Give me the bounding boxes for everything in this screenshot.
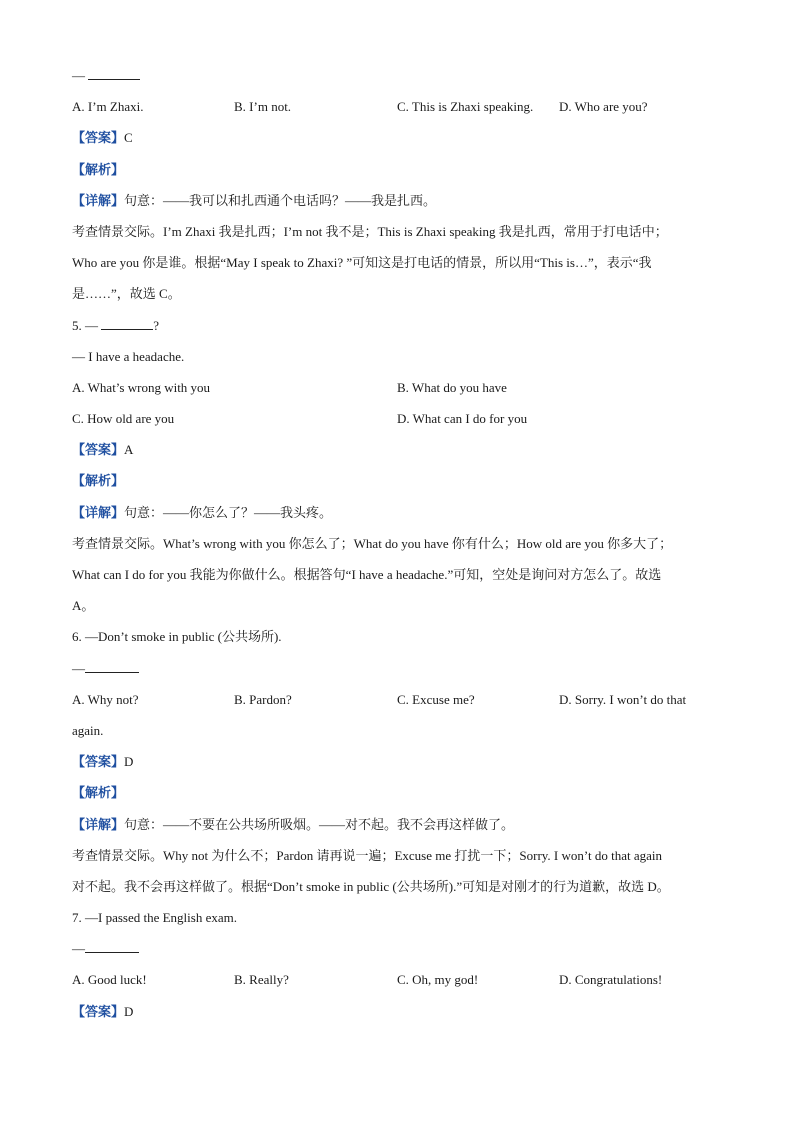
q6-dash: —: [72, 660, 85, 676]
q4-option-b: B. I’m not.: [234, 99, 292, 115]
analysis-tag: 【解析】: [72, 161, 125, 177]
q5-answer: [72, 434, 722, 465]
q7-blank-line: [72, 933, 722, 964]
q5-options-row-2: [72, 403, 722, 434]
answer-tag: 【答案】: [72, 442, 125, 458]
q5-explain-line-3: A。: [72, 598, 95, 614]
answer-blank: [85, 938, 139, 953]
q6-option-b: B. Pardon?: [234, 691, 292, 707]
answer-tag: 【答案】: [72, 130, 125, 146]
q5-explain-line-1: 考查情景交际。What’s wrong with you 你怎么了；What do you have 你有什么；How old are you 你多大了；: [72, 535, 673, 551]
q4-explain-line-1: 考查情景交际。I’m Zhaxi 我是扎西；I’m not 我不是；This is Zhaxi speaking 我是扎西，常用于打电话中；: [72, 223, 668, 239]
q6-detail-text: 句意：——不要在公共场所吸烟。——对不起。我不会再这样做了。: [124, 816, 515, 832]
q5-explain-line-2: What can I do for you 我能为你做什么。根据答句“I have a headache.”可知，空处是询问对方怎么了。故选: [72, 567, 662, 582]
q6-blank-line: [72, 653, 722, 684]
detail-tag: 【详解】: [72, 192, 125, 208]
q7-options: [72, 964, 722, 995]
q5-analysis: [72, 465, 722, 496]
q7-option-a: A. Good luck!: [72, 972, 147, 988]
q4-option-d: D. Who are you?: [559, 99, 648, 115]
q7-answer-value: D: [124, 1003, 134, 1019]
answer-blank: [101, 315, 153, 330]
q4-detail-text: 句意：——我可以和扎西通个电话吗？——我是扎西。: [124, 192, 437, 208]
q7-option-c: C. Oh, my god!: [397, 972, 479, 988]
q5-question: [72, 310, 722, 341]
q4-explain-line-2: Who are you 你是谁。根据“May I speak to Zhaxi? ”可知这是打电话的情景，所以用“This is…”，表示“我: [72, 255, 652, 271]
q6-answer: [72, 746, 722, 777]
q6-analysis: [72, 777, 722, 808]
answer-blank: [88, 65, 140, 80]
q4-answer: [72, 122, 722, 153]
q6-answer-value: D: [124, 754, 134, 770]
q6-question: 6. —Don’t smoke in public (公共场所).: [72, 629, 282, 645]
q6-explain-line-1: 考查情景交际。Why not 为什么不；Pardon 请再说一遍；Excuse me 打扰一下；Sorry. I won’t do that again: [72, 847, 662, 863]
q5-option-b: B. What do you have: [397, 379, 507, 395]
q7-option-b: B. Really?: [234, 972, 289, 988]
q5-detail: [72, 497, 722, 528]
q5-option-c: C. How old are you: [72, 411, 175, 427]
detail-tag: 【详解】: [72, 504, 125, 520]
analysis-tag: 【解析】: [72, 473, 125, 489]
q5-answer-value: A: [124, 442, 134, 458]
document-page: [72, 60, 722, 1027]
q4-explain-line-3: 是……”，故选 C。: [72, 286, 181, 302]
q4-analysis: [72, 154, 722, 185]
q4-option-a: A. I’m Zhaxi.: [72, 99, 144, 115]
q4-dash: —: [72, 68, 85, 83]
q6-option-d-continued: again.: [72, 722, 104, 738]
q5-reply: — I have a headache.: [72, 348, 185, 364]
q6-options: [72, 684, 722, 715]
q7-option-d: D. Congratulations!: [559, 972, 663, 988]
q7-question: 7. —I passed the English exam.: [72, 910, 237, 926]
answer-tag: 【答案】: [72, 754, 125, 770]
q5-option-a: A. What’s wrong with you: [72, 379, 211, 395]
answer-blank: [85, 658, 139, 673]
analysis-tag: 【解析】: [72, 785, 125, 801]
q6-option-d: D. Sorry. I won’t do that: [559, 691, 687, 707]
q6-option-c: C. Excuse me?: [397, 691, 475, 707]
q5-options-row-1: [72, 372, 722, 403]
q6-option-a: A. Why not?: [72, 691, 139, 707]
q5-detail-text: 句意：——你怎么了？——我头疼。: [124, 504, 333, 520]
q7-dash: —: [72, 941, 85, 957]
q4-detail: [72, 185, 722, 216]
q5-qmark: ?: [153, 317, 160, 333]
q4-answer-value: C: [124, 130, 133, 146]
q5-number: 5. —: [72, 317, 98, 333]
q4-blank-line: [72, 60, 722, 91]
q4-option-c: C. This is Zhaxi speaking.: [397, 99, 534, 115]
q7-answer: [72, 996, 722, 1027]
q5-option-d: D. What can I do for you: [397, 411, 528, 427]
q6-explain-line-2: 对不起。我不会再这样做了。根据“Don’t smoke in public (公共场所).”可知是对刚才的行为道歉，故选 D。: [72, 878, 670, 894]
detail-tag: 【详解】: [72, 816, 125, 832]
answer-tag: 【答案】: [72, 1003, 125, 1019]
q4-options: [72, 91, 722, 122]
q6-detail: [72, 809, 722, 840]
